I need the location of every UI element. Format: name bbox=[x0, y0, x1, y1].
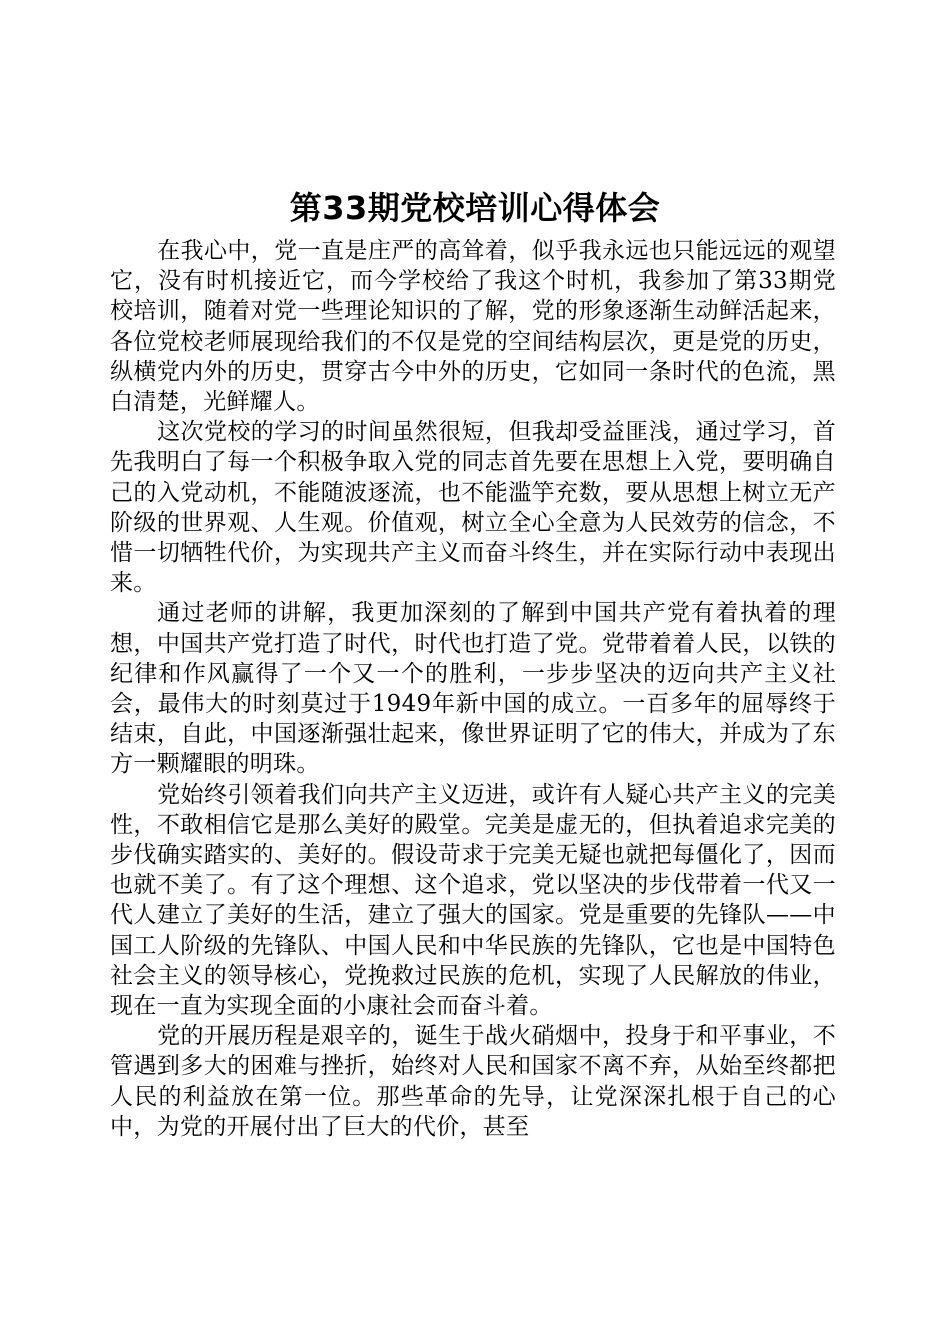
paragraph: 党始终引领着我们向共产主义迈进，或许有人疑心共产主义的完美性，不敢相信它是那么美好的殿堂。完美是虚无的，但执着追求完美的步伐确实踏实的、美好的。假设苛求于完美无疑也就把每僵化了，因而也就不美了。有了这个理想、这个追求，党以坚决的步伐带着一代又一代人建立了美好的生活，建立了强大的国家。党是重要的先锋队——中国工人阶级的先锋队、中国人民和中华民族的先锋队，它也是中国特色社会主义的领导核心，党挽救过民族的危机，实现了人民解放的伟业，现在一直为实现全面的小康社会而奋斗着。 bbox=[110, 781, 836, 1020]
paragraph: 在我心中，党一直是庄严的高耸着，似乎我永远也只能远远的观望它，没有时机接近它，而今学校给了我这个时机，我参加了第33期党校培训，随着对党一些理论知识的了解，党的形象逐渐生动鲜活起来，各位党校老师展现给我们的不仅是党的空间结构层次，更是党的历史，纵横党内外的历史，贯穿古今中外的历史，它如同一条时代的色流，黑白清楚，光鲜耀人。 bbox=[110, 238, 836, 416]
paragraph: 这次党校的学习的时间虽然很短，但我却受益匪浅，通过学习，首先我明白了每一个积极争取入党的同志首先要在思想上入党，要明确自己的入党动机，不能随波逐流，也不能滥竽充数，要从思想上树立无产阶级的世界观、人生观。价值观，树立全心全意为人民效劳的信念，不惜一切牺牲代价，为实现共产主义而奋斗终生，并在实际行动中表现出来。 bbox=[110, 419, 836, 597]
paragraph: 通过老师的讲解，我更加深刻的了解到中国共产党有着执着的理想，中国共产党打造了时代，时代也打造了党。党带着着人民，以铁的纪律和作风赢得了一个又一个的胜利，一步步坚决的迈向共产主义社会，最伟大的时刻莫过于1949年新中国的成立。一百多年的屈辱终于结束，自此，中国逐渐强壮起来，像世界证明了它的伟大，并成为了东方一颗耀眼的明珠。 bbox=[110, 600, 836, 778]
document-title: 第33期党校培训心得体会 bbox=[289, 189, 661, 227]
document-body bbox=[110, 236, 836, 1142]
paragraph: 党的开展历程是艰辛的，诞生于战火硝烟中，投身于和平事业，不管遇到多大的困难与挫折，始终对人民和国家不离不弃，从始至终都把人民的利益放在第一位。那些革命的先导，让党深深扎根于自己的心中，为党的开展付出了巨大的代价，甚至 bbox=[110, 1023, 836, 1140]
